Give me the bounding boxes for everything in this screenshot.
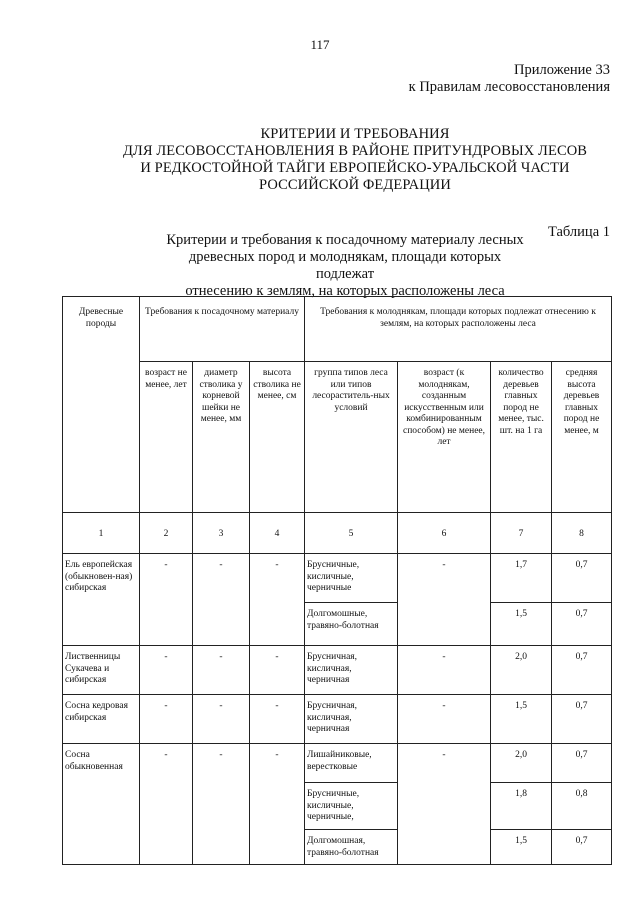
column-number: 1 — [63, 513, 140, 554]
criteria-table — [62, 296, 612, 865]
header-avg-height: средняя высота деревьев главных пород не менее, м — [552, 362, 612, 513]
table-row — [63, 554, 612, 603]
species-cell: Сосна обыкновенная — [63, 744, 140, 865]
column-number: 5 — [305, 513, 398, 554]
header-species: Древесные породы — [63, 297, 140, 513]
header-forest-type: группа типов леса или типов лесораститель-ных условий — [305, 362, 398, 513]
forest-type-cell: Лишайниковые, верестковые — [305, 744, 398, 783]
table-row — [63, 695, 612, 744]
header-age: возраст не менее, лет — [140, 362, 193, 513]
table-caption — [160, 232, 530, 300]
forest-type-cell: Долгомошные, травяно-болотная — [305, 603, 398, 646]
tree-count-cell: 2,0 — [491, 646, 552, 695]
avg-height-cell: 0,7 — [552, 554, 612, 603]
column-number: 8 — [552, 513, 612, 554]
diameter-cell: - — [193, 554, 250, 646]
young-age-cell: - — [398, 744, 491, 865]
appendix-line-2: к Правилам лесовосстановления — [408, 79, 610, 95]
height-cell: - — [250, 744, 305, 865]
height-cell: - — [250, 646, 305, 695]
avg-height-cell: 0,7 — [552, 646, 612, 695]
tree-count-cell: 1,5 — [491, 830, 552, 865]
appendix-line-1: Приложение 33 — [514, 62, 610, 78]
title-line-3: И РЕДКОСТОЙНОЙ ТАЙГИ ЕВРОПЕЙСКО-УРАЛЬСКОЙ ЧАСТИ — [140, 160, 570, 176]
tree-count-cell: 1,7 — [491, 554, 552, 603]
avg-height-cell: 0,8 — [552, 783, 612, 830]
table-row — [63, 646, 612, 695]
age-cell: - — [140, 744, 193, 865]
species-cell: Лиственницы Сукачева и сибирская — [63, 646, 140, 695]
height-cell: - — [250, 554, 305, 646]
age-cell: - — [140, 646, 193, 695]
forest-type-cell: Брусничная, кисличная, черничная — [305, 646, 398, 695]
species-cell: Сосна кедровая сибирская — [63, 695, 140, 744]
height-cell: - — [250, 695, 305, 744]
tree-count-cell: 1,5 — [491, 695, 552, 744]
avg-height-cell: 0,7 — [552, 744, 612, 783]
document-title — [0, 126, 640, 194]
page-number: 117 — [310, 37, 330, 52]
tree-count-cell: 1,8 — [491, 783, 552, 830]
column-number: 6 — [398, 513, 491, 554]
tree-count-cell: 1,5 — [491, 603, 552, 646]
forest-type-cell: Брусничные, кисличные, черничные — [305, 554, 398, 603]
young-age-cell: - — [398, 646, 491, 695]
column-number: 4 — [250, 513, 305, 554]
forest-type-cell: Долгомошная, травяно-болотная — [305, 830, 398, 865]
young-age-cell: - — [398, 554, 491, 646]
forest-type-cell: Брусничная, кисличная, черничная — [305, 695, 398, 744]
column-number: 2 — [140, 513, 193, 554]
title-line-4: РОССИЙСКОЙ ФЕДЕРАЦИИ — [259, 177, 451, 193]
caption-line-2: древесных пород и молоднякам, площади которых подлежат — [188, 249, 502, 282]
header-young-age: возраст (к молоднякам, созданным искусственным или комбинированным способом) не менее, лет — [398, 362, 491, 513]
caption-line-1: Критерии и требования к посадочному материалу лесных — [166, 232, 524, 248]
title-line-2: ДЛЯ ЛЕСОВОССТАНОВЛЕНИЯ В РАЙОНЕ ПРИТУНДРОВЫХ ЛЕСОВ — [122, 143, 588, 159]
diameter-cell: - — [193, 646, 250, 695]
table-number: Таблица 1 — [547, 224, 610, 240]
header-planting-material: Требования к посадочному материалу — [140, 297, 305, 362]
tree-count-cell: 2,0 — [491, 744, 552, 783]
column-number: 3 — [193, 513, 250, 554]
caption-line-3: отнесению к землям, на которых расположены леса — [185, 283, 505, 299]
appendix-note — [409, 62, 610, 96]
header-height: высота стволика не менее, см — [250, 362, 305, 513]
header-tree-count: количество деревьев главных пород не менее, тыс. шт. на 1 га — [491, 362, 552, 513]
age-cell: - — [140, 554, 193, 646]
column-number: 7 — [491, 513, 552, 554]
header-young-stands: Требования к молоднякам, площади которых подлежат отнесению к землям, на которых расположены леса — [305, 297, 612, 362]
title-line-1: КРИТЕРИИ И ТРЕБОВАНИЯ — [260, 126, 450, 142]
table-row — [63, 744, 612, 783]
forest-type-cell: Брусничные, кисличные, черничные, — [305, 783, 398, 830]
header-diameter: диаметр стволика у корневой шейки не менее, мм — [193, 362, 250, 513]
diameter-cell: - — [193, 744, 250, 865]
avg-height-cell: 0,7 — [552, 603, 612, 646]
age-cell: - — [140, 695, 193, 744]
young-age-cell: - — [398, 695, 491, 744]
avg-height-cell: 0,7 — [552, 695, 612, 744]
diameter-cell: - — [193, 695, 250, 744]
avg-height-cell: 0,7 — [552, 830, 612, 865]
species-cell: Ель европейская (обыкновен-ная) сибирская — [63, 554, 140, 646]
